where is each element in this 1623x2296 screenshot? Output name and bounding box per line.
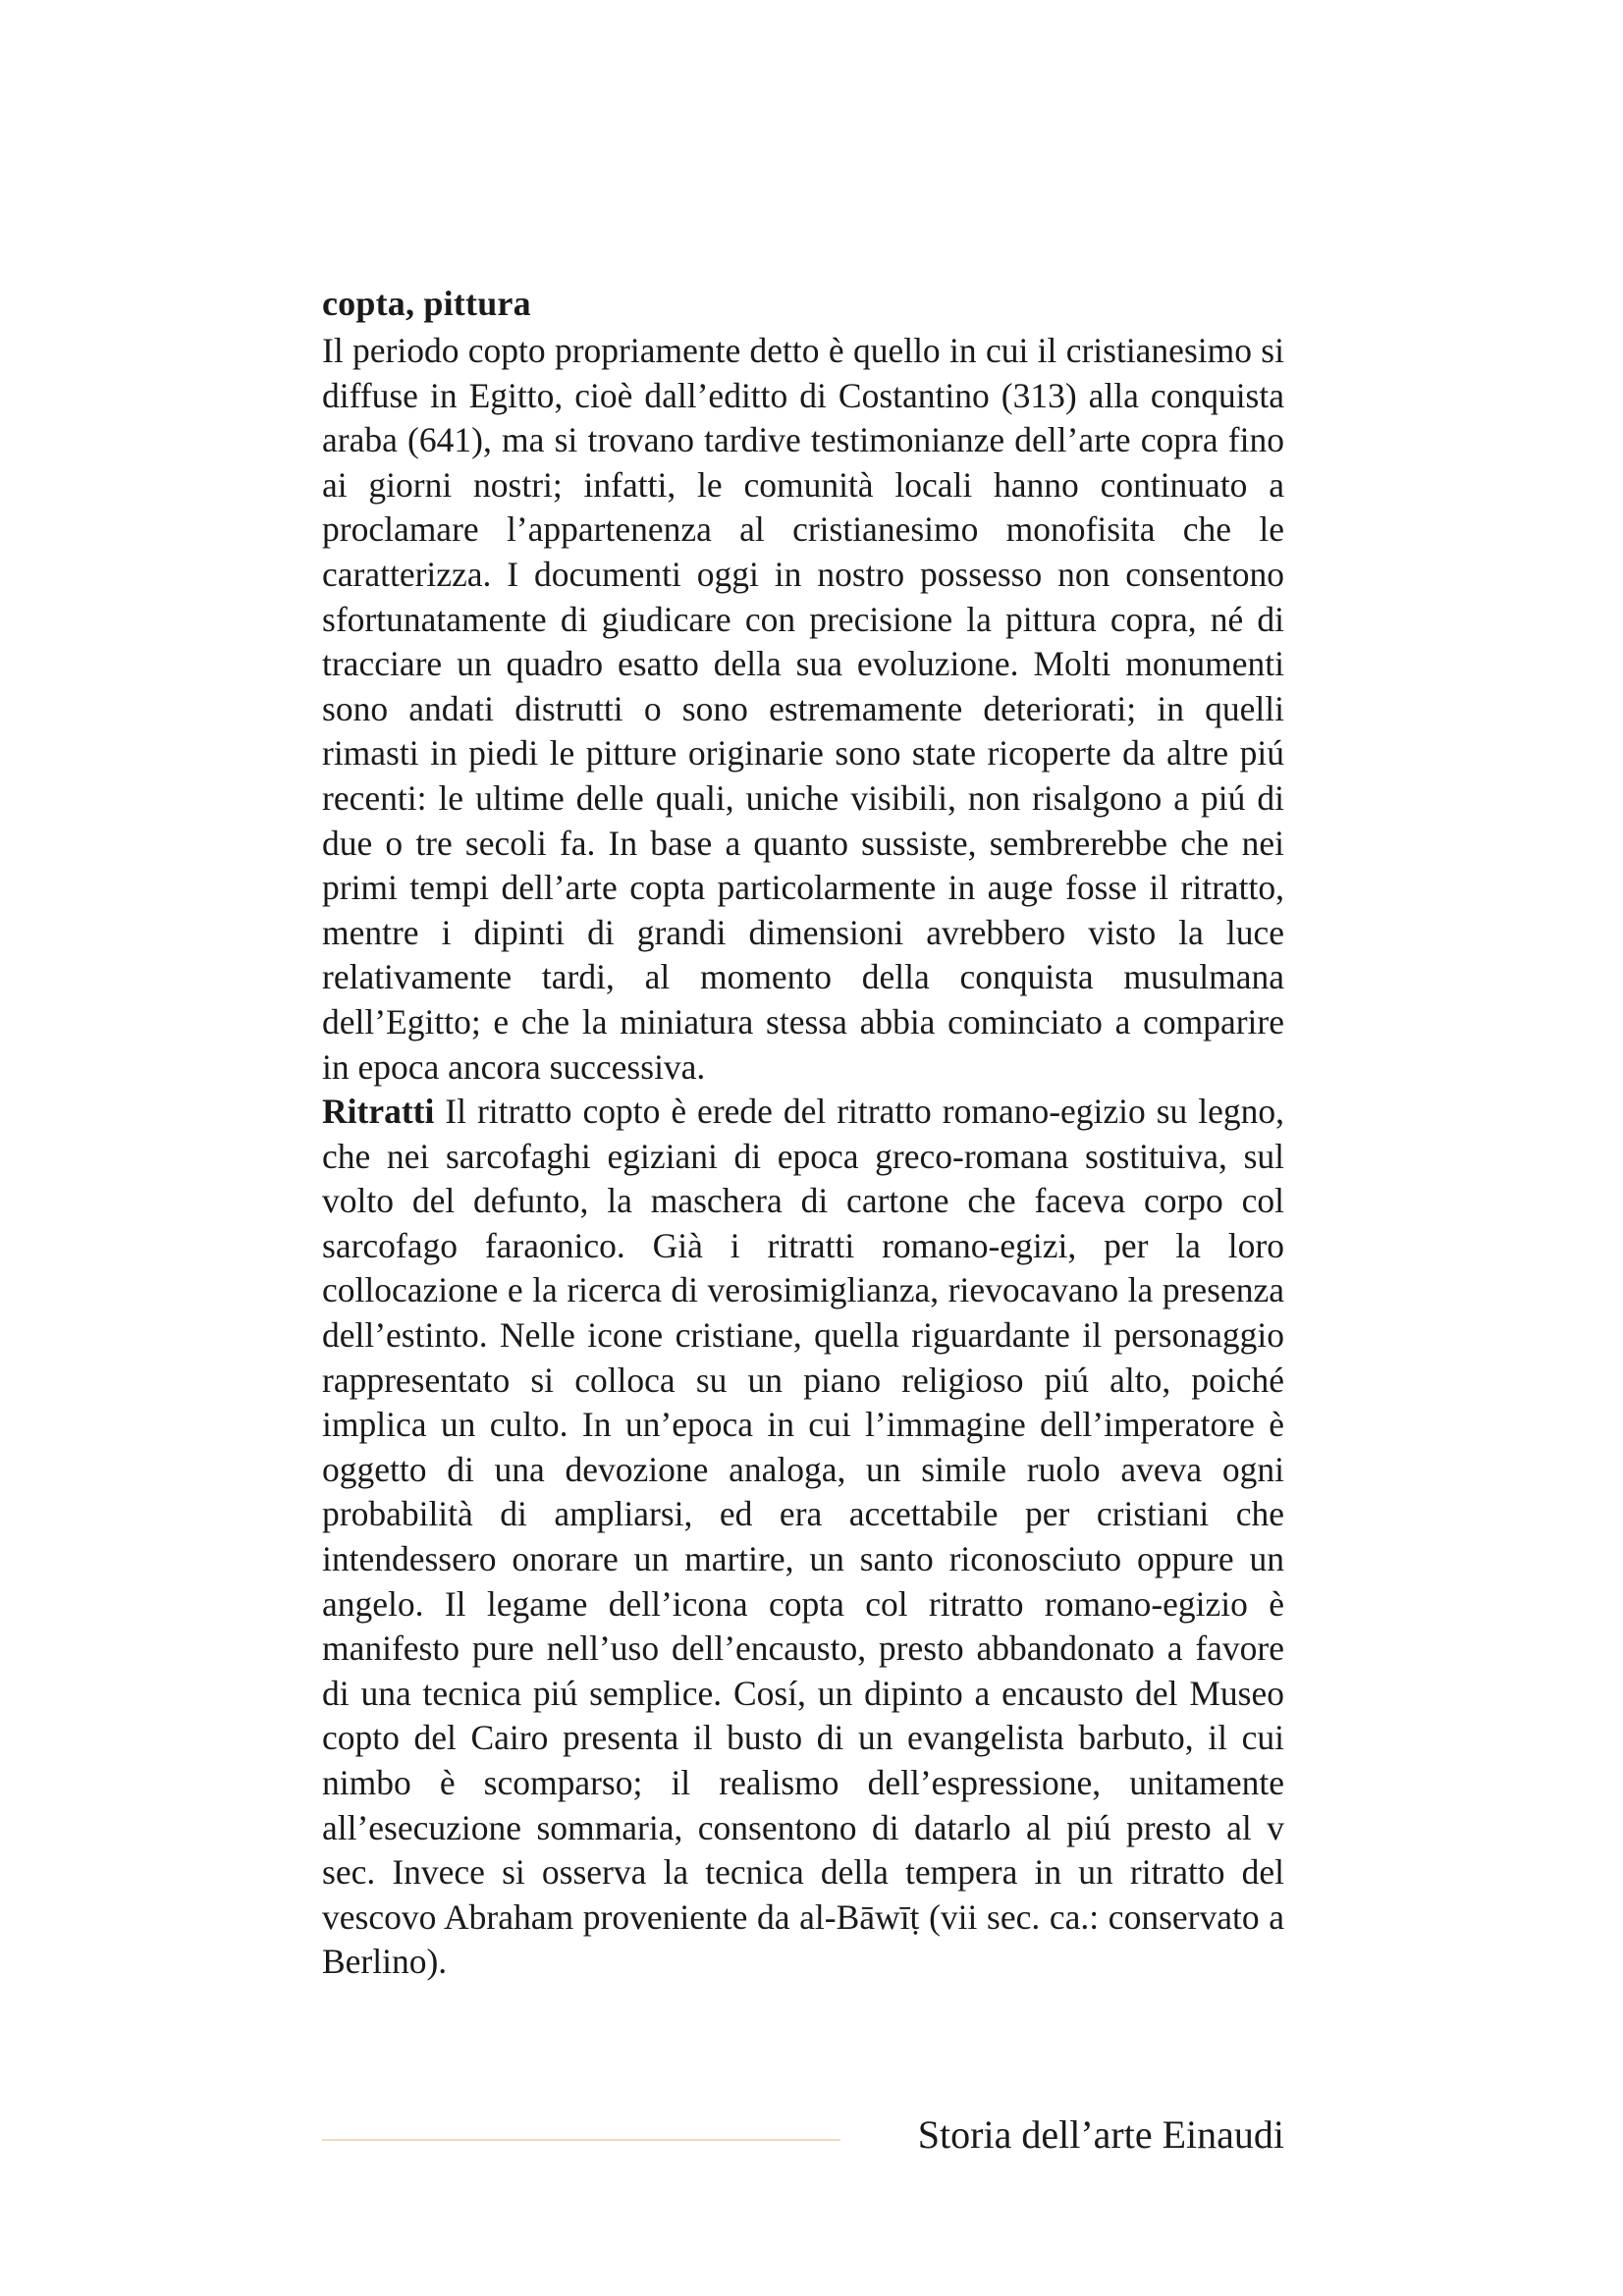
section-text: Il ritratto copto è erede del ritratto romano-egizio su legno, che nei sarcofaghi egiziani di epoca greco-romana sostituiva, sul volto del defunto, la maschera di cartone che faceva corpo col sarcofago faraonico. Già i ritratti romano-egizi, per la loro collocazione e la ricerca di verosimiglianza, rievocavano la presenza dell’estinto. Nelle icone cristiane, quella riguardante il personaggio rappresentato si colloca su un piano religioso piú alto, poiché implica un culto. In un’epoca in cui l’immagine dell’imperatore è oggetto di una devozione analoga, un simile ruolo aveva ogni probabilità di ampliarsi, ed era accettabile per cristiani che intendessero onorare un martire, un santo riconosciuto oppure un angelo. Il legame dell’icona copta col ritratto romano-egizio è manifesto pure nell’uso dell’encausto, presto abbandonato a favore di una tecnica piú semplice. Cosí, un dipinto a encausto del Museo copto del Cairo presenta il busto di un evangelista barbuto, il cui nimbo è scomparso; il realismo dell’espressione, unitamente all’esecuzione sommaria, consentono di datarlo al piú presto al v sec. Invece si osserva la tecnica della tempera in un ritratto del vescovo Abraham proveniente da al-Bāwīṭ (vii sec. ca.: conservato a Berlino).	[322, 1092, 1284, 1982]
footer-rule	[322, 2139, 840, 2141]
page-footer	[322, 2110, 1284, 2160]
entry-title: copta, pittura	[322, 284, 531, 323]
intro-paragraph: Il periodo copto propriamente detto è quello in cui il cristianesimo si diffuse in Egitto, cioè dall’editto di Costantino (313) alla conquista araba (641), ma si trovano tardive testimonianze dell’arte copra fino ai giorni nostri; infatti, le comunità locali hanno continuato a proclamare l’appartenenza al cristianesimo monofisita che le caratterizza. I documenti oggi in nostro possesso non consentono sfortunatamente di giudicare con precisione la pittura copra, né di tracciare un quadro esatto della sua evoluzione. Molti monumenti sono andati distrutti o sono estremamente deteriorati; in quelli rimasti in piedi le pitture originarie sono state ricoperte da altre piú recenti: le ultime delle quali, uniche visibili, non risalgono a piú di due o tre secoli fa. In base a quanto sussiste, sembrerebbe che nei primi tempi dell’arte copta particolarmente in auge fosse il ritratto, mentre i dipinti di grandi dimensioni avrebbero visto la luce relativamente tardi, al momento della conquista musulmana dell’Egitto; e che la miniatura stessa abbia cominciato a comparire in epoca ancora successiva.	[322, 331, 1284, 1087]
footer-publication-title: Storia dell’arte Einaudi	[917, 2112, 1284, 2157]
section-heading: Ritratti	[322, 1092, 435, 1132]
page-content	[322, 280, 1284, 1985]
section-paragraph	[322, 1090, 1284, 1985]
